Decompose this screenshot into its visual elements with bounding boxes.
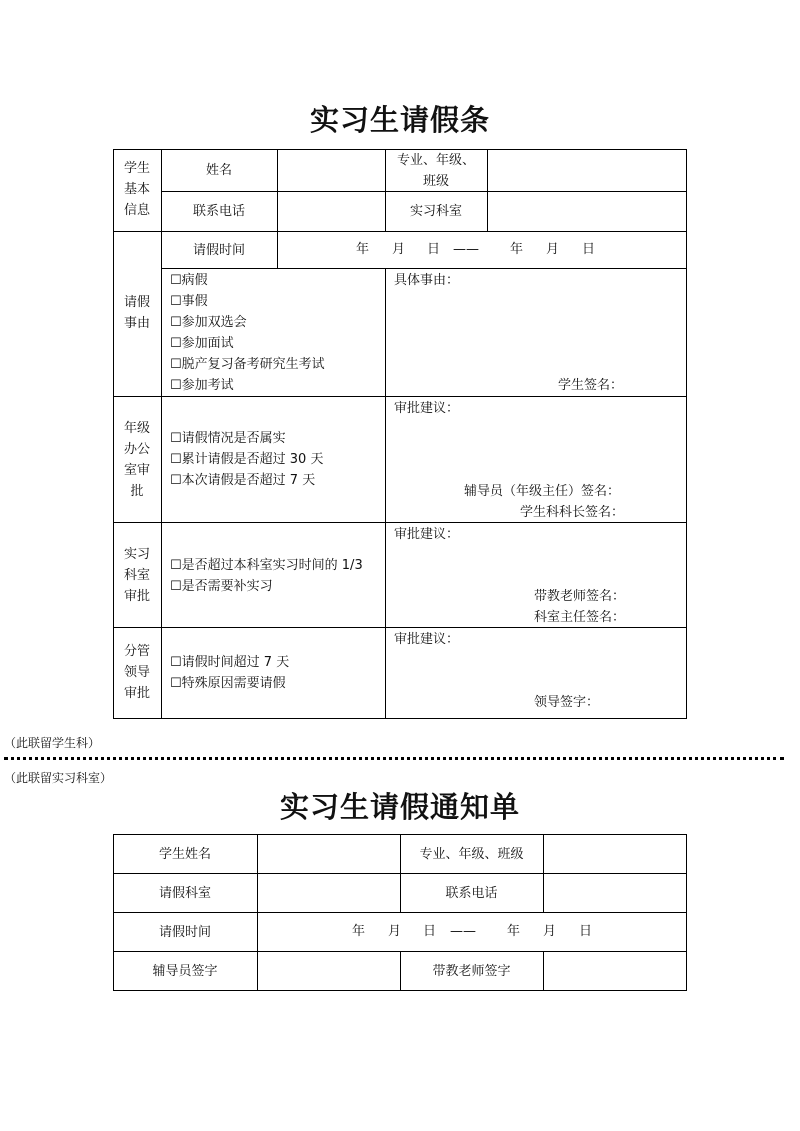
section-leave-reason: 请假 事由 <box>123 295 150 331</box>
option-over-7-days-leader[interactable]: ☐请假时间超过 7 天 <box>170 655 290 670</box>
option-over-30-days[interactable]: ☐累计请假是否超过 30 天 <box>170 452 324 467</box>
student-signature[interactable]: 学生签名： <box>558 378 624 393</box>
dept-field[interactable] <box>488 192 686 231</box>
option-over-7-days[interactable]: ☐本次请假是否超过 7 天 <box>170 473 316 488</box>
notice-dept-label: 请假科室 <box>158 885 211 901</box>
counselor-signature[interactable]: 辅导员（年级主任）签名： <box>464 484 621 499</box>
note-dept-copy: （此联留实习科室） <box>4 771 113 785</box>
option-interview[interactable]: ☐参加面试 <box>170 336 234 351</box>
section-leader-approval: 分管 领导 审批 <box>123 644 150 701</box>
name-label: 姓名 <box>205 163 232 178</box>
option-exam[interactable]: ☐参加考试 <box>170 378 234 393</box>
notice-counselor-sign-field[interactable] <box>258 952 400 990</box>
notice-dept-field[interactable] <box>258 874 400 912</box>
notice-phone-label: 联系电话 <box>445 885 498 901</box>
leader-advice-label: 审批建议： <box>394 632 460 647</box>
phone-label: 联系电话 <box>192 204 245 219</box>
dept-director-signature[interactable]: 科室主任签名： <box>534 610 626 625</box>
section-grade-office: 年级 办公 室审 批 <box>123 421 150 499</box>
option-special-reason[interactable]: ☐特殊原因需要请假 <box>170 676 286 691</box>
notice-teacher-sign-field[interactable] <box>544 952 686 990</box>
teacher-signature[interactable]: 带教老师签名： <box>534 589 626 604</box>
grade-options <box>170 428 323 491</box>
section-basic-info: 学生 基本 信息 <box>123 161 150 218</box>
notice-major-field[interactable] <box>544 835 686 873</box>
grade-advice-label: 审批建议： <box>394 401 460 416</box>
leave-time-label: 请假时间 <box>192 242 245 258</box>
name-field[interactable] <box>278 150 385 191</box>
major-grade-class-label: 专业、年级、 班级 <box>396 152 475 189</box>
notice-counselor-label: 辅导员签字 <box>152 963 218 979</box>
leader-options <box>170 652 289 694</box>
tear-line <box>4 757 784 760</box>
option-exam-prep[interactable]: ☐脱产复习备考研究生考试 <box>170 357 325 372</box>
notice-name-label: 学生姓名 <box>158 846 211 862</box>
note-student-office-copy: （此联留学生科） <box>4 736 101 750</box>
notice-phone-field[interactable] <box>544 874 686 912</box>
dept-advice-label: 审批建议： <box>394 527 460 542</box>
option-personal-leave[interactable]: ☐事假 <box>170 294 208 309</box>
phone-field[interactable] <box>278 192 385 231</box>
option-over-third[interactable]: ☐是否超过本科室实习时间的 1/3 <box>170 558 363 573</box>
section-dept-approval: 实习 科室 审批 <box>123 547 150 604</box>
section-chief-signature[interactable]: 学生科科长签名： <box>520 505 625 520</box>
dept-options <box>170 555 363 597</box>
notice-time-label: 请假时间 <box>158 924 211 940</box>
form2-title: 实习生请假通知单 <box>279 790 520 824</box>
option-sick-leave[interactable]: ☐病假 <box>170 273 208 288</box>
option-make-up[interactable]: ☐是否需要补实习 <box>170 579 273 594</box>
notice-major-label: 专业、年级、班级 <box>419 846 524 862</box>
dept-label: 实习科室 <box>409 204 462 219</box>
notice-teacher-label: 带教老师签字 <box>432 963 511 979</box>
notice-name-field[interactable] <box>258 835 400 873</box>
reason-options <box>170 270 325 396</box>
form1-title: 实习生请假条 <box>309 103 490 137</box>
major-field[interactable] <box>488 150 686 191</box>
option-job-fair[interactable]: ☐参加双选会 <box>170 315 247 330</box>
leader-signature[interactable]: 领导签字： <box>534 695 600 710</box>
detail-reason-label: 具体事由： <box>394 273 460 288</box>
option-truthful[interactable]: ☐请假情况是否属实 <box>170 431 286 446</box>
